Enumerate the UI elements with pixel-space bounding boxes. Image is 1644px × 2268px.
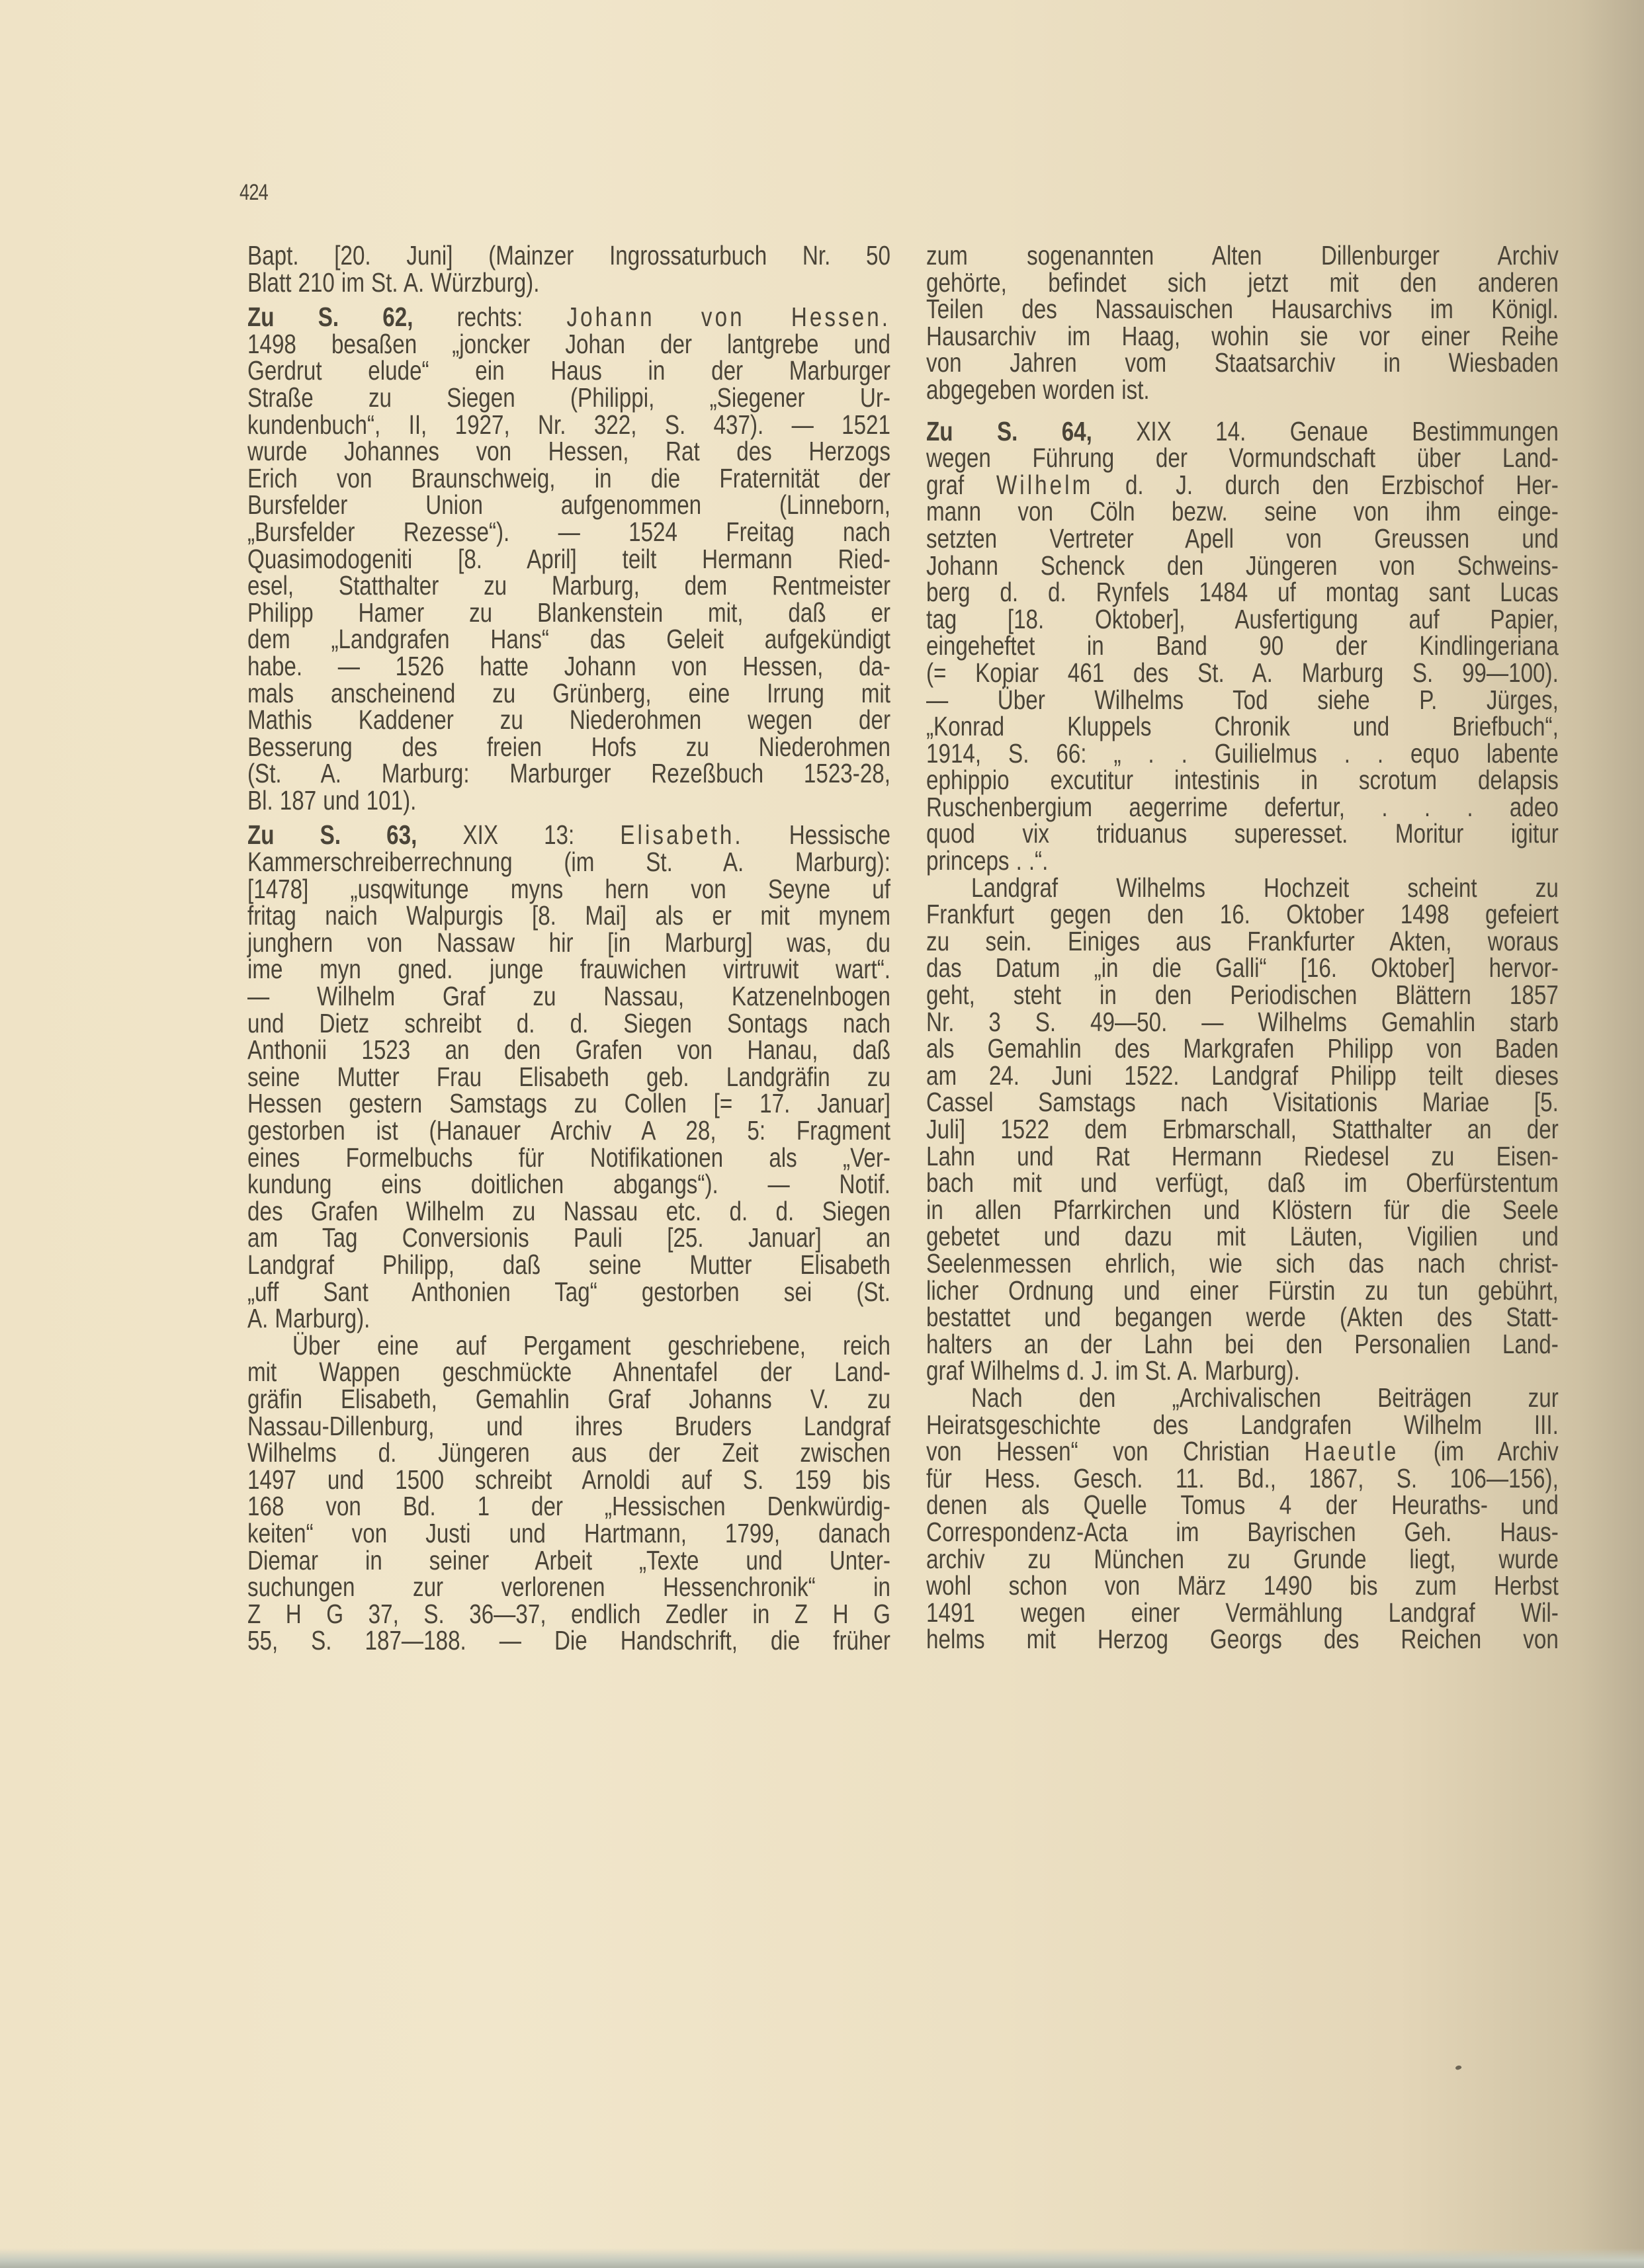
text-line: Bl. 187 und 101). [247,784,417,816]
text-line: Erich von Braunschweig, in die Fraternität der [247,462,890,493]
text-line: quod vix triduanus superesset. Moritur igitur [926,818,1559,849]
text-line: Besserung des freien Hofs zu Niederohmen [247,731,890,762]
person-name: Elisabeth. [620,819,744,851]
text-line: Landgraf Wilhelms Hochzeit scheint zu [971,872,1559,903]
text-line: Juli] 1522 dem Erbmarschall, Statthalter an der [926,1114,1559,1144]
text-line: wegen Führung der Vormundschaft über Land- [926,442,1559,474]
text-line: eines Formelbuchs für Notifikationen als „Ver- [247,1142,890,1173]
text-line: Cassel Samstags nach Visitationis Mariae [5. [926,1087,1559,1118]
text-line: seine Mutter Frau Elisabeth geb. Landgräfin zu [247,1061,890,1092]
text-line: archiv zu München zu Grunde liegt, wurde [926,1543,1559,1574]
text-line: eingeheftet in Band 90 der Kindlingeriana [926,630,1559,661]
text-line: kundenbuch“, II, 1927, Nr. 322, S. 437). — 1521 [247,409,890,440]
text-line: Nach den „Archivalischen Beiträgen zur [971,1382,1559,1413]
text-line: 1497 und 1500 schreibt Arnoldi auf S. 159 bis [247,1464,890,1495]
text-line: gehörte, befindet sich jetzt mit den anderen [926,267,1559,298]
text-line: Philipp Hamer zu Blankenstein mit, daß er [247,597,890,628]
ink-speck [1455,2064,1462,2070]
text-line: graf Wilhelm d. J. durch den Erzbischof Her- [926,469,1559,500]
text-line: Hessen gestern Samstags zu Collen [= 17. Januar] [247,1088,890,1119]
text-line: mit Wappen geschmückte Ahnentafel der Land- [247,1357,890,1388]
text-line: Hausarchiv im Haag, wohin sie vor einer Reihe [926,320,1559,351]
text-line: fritag naich Walpurgis [8. Mai] als er mit mynem [247,900,890,931]
text-line: mals anscheinend zu Grünberg, eine Irrung mit [247,677,890,708]
text-line: gestorben ist (Hanauer Archiv A 28, 5: Fragment [247,1115,890,1146]
text-line: (St. A. Marburg: Marburger Rezeßbuch 1523-28, [247,758,890,789]
text-line: Heiratsgeschichte des Landgrafen Wilhelm III. [926,1409,1559,1440]
text-line: habe. — 1526 hatte Johann von Hessen, da- [247,650,890,681]
text-line: helms mit Herzog Georgs des Reichen von [926,1624,1559,1655]
text-line: Nassau-Dillenburg, und ihres Bruders Landgraf [247,1410,890,1441]
text-line: geht, steht in den Periodischen Blättern 1857 [926,980,1559,1011]
text-line: 168 von Bd. 1 der „Hessischen Denkwürdig- [247,1491,890,1522]
text-line: kundung eins doitlichen abgangs“). — Notif. [247,1169,890,1200]
text-line: 1491 wegen einer Vermählung Landgraf Wil- [926,1597,1559,1628]
text-line: „uff Sant Anthonien Tag“ gestorben sei (St. [247,1276,890,1307]
text-line: Bursfelder Union aufgenommen (Linneborn, [247,489,890,521]
person-name: Johann von Hessen. [566,302,890,333]
text-line: [1478] „usqwitunge myns hern von Seyne uf [247,873,890,904]
text-line: Kammerschreiberrechnung (im St. A. Marburg): [247,847,890,878]
text-line: — Über Wilhelms Tod siehe P. Jürges, [926,684,1559,715]
text-line: von Hessen“ von Christian Haeutle (im Archiv [926,1436,1559,1467]
text-line: in allen Pfarrkirchen und Klöstern für die Seele [926,1194,1559,1225]
text-line: Diemar in seiner Arbeit „Texte und Unter- [247,1544,890,1575]
text-line: Correspondenz-Acta im Bayrischen Geh. Haus- [926,1516,1559,1547]
text-line: wohl schon von März 1490 bis zum Herbst [926,1570,1559,1601]
text-line: 1914, S. 66: „ . . Guilielmus . . equo labente [926,737,1559,769]
text-line: Landgraf Philipp, daß seine Mutter Elisabeth [247,1249,890,1280]
text-line: Blatt 210 im St. A. Würzburg). [247,267,540,298]
text-line: A. Marburg). [247,1303,370,1334]
person-name: Wilhelm [996,469,1094,500]
text-line: und Dietz schreibt d. d. Siegen Sontags nach [247,1007,890,1038]
section-ref: Zu S. 62, [247,302,413,333]
section-heading-line: Zu S. 62, rechts: Johann von Hessen. [247,302,890,333]
text-line: am Tag Conversionis Pauli [25. Januar] an [247,1222,890,1253]
text-line: suchungen zur verlorenen Hessenchronik“ in [247,1572,890,1603]
text-line: 1498 besaßen „joncker Johan der lantgrebe und [247,328,890,359]
text-line: Straße zu Siegen (Philippi, „Siegener Ur- [247,382,890,413]
text-line: bach mit und verfügt, daß im Oberfürstentum [926,1167,1559,1198]
text-line: (= Kopiar 461 des St. A. Marburg S. 99—100). [926,657,1559,688]
text-line: Quasimodogeniti [8. April] teilt Hermann Ried- [247,543,890,574]
text-line: am 24. Juni 1522. Landgraf Philipp teilt dieses [926,1060,1559,1091]
text-line: Mathis Kaddener zu Niederohmen wegen der [247,704,890,735]
section-heading-line: Zu S. 63, XIX 13: Elisabeth. Hessische [247,819,891,851]
text-line: graf Wilhelms d. J. im St. A. Marburg). [926,1355,1300,1386]
text-line: zu sein. Einiges aus Frankfurter Akten, woraus [926,925,1559,956]
text-line: esel, Statthalter zu Marburg, dem Rentmeister [247,570,890,601]
section-ref: Zu S. 64, [926,415,1092,446]
section-heading-line: Zu S. 64, XIX 14. Genaue Bestimmungen [926,415,1559,446]
text-line: keiten“ von Justi und Hartmann, 1799, danach [247,1517,890,1548]
section-ref: Zu S. 63, [247,819,417,851]
text-line: junghern von Nassaw hir [in Marburg] was, du [247,927,890,958]
text-line: Frankfurt gegen den 16. Oktober 1498 gefeiert [926,899,1559,930]
text-line: Lahn und Rat Hermann Riedesel zu Eisen- [926,1140,1559,1171]
text-line: als Gemahlin des Markgrafen Philipp von Baden [926,1033,1559,1064]
text-line: Seelenmessen ehrlich, wie sich das nach christ- [926,1247,1559,1279]
scan-bottom-edge [0,2248,1644,2268]
text-line: gebetet und dazu mit Läuten, Vigilien und [926,1221,1559,1252]
text-line: gräfin Elisabeth, Gemahlin Graf Johanns V. zu [247,1383,890,1414]
text-line: berg d. d. Rynfels 1484 uf montag sant Lucas [926,577,1559,608]
left-column [247,242,890,1654]
text-line: bestattet und begangen werde (Akten des Statt- [926,1302,1559,1333]
text-line: Anthonii 1523 an den Grafen von Hanau, daß [247,1034,890,1066]
text-line: wurde Johannes von Hessen, Rat des Herzogs [247,436,890,467]
text-line: Z H G 37, S. 36—37, endlich Zedler in Z H G [247,1598,890,1629]
text-line: Gerdrut elude“ ein Haus in der Marburger [247,355,890,386]
text-line: ime myn gned. junge frauwichen virtruwit wart“. [247,954,890,985]
text-line: Ruschenbergium aegerrime defertur, . . . adeo [926,791,1559,822]
text-line: Über eine auf Pergament geschriebene, reich [292,1329,890,1361]
text-line: princeps . .“. [926,845,1049,876]
text-line: das Datum „in die Galli“ [16. Oktober] hervor- [926,952,1559,984]
text-line: Nr. 3 S. 49—50. — Wilhelms Gemahlin starb [926,1006,1559,1037]
text-line: Bapt. [20. Juni] (Mainzer Ingrossaturbuch Nr. 50 [247,240,890,271]
text-line: abgegeben worden ist. [926,374,1150,405]
text-line: Wilhelms d. Jüngeren aus der Zeit zwischen [247,1437,890,1468]
right-column [926,242,1559,1653]
text-line: dem „Landgrafen Hans“ das Geleit aufgekündigt [247,624,890,655]
text-line: tag [18. Oktober], Ausfertigung auf Papier, [926,603,1559,634]
text-line: Johann Schenck den Jüngeren von Schweins- [926,550,1559,581]
text-line: licher Ordnung und einer Fürstin zu tun gebührt, [926,1275,1559,1306]
text-line: für Hess. Gesch. 11. Bd., 1867, S. 106—156), [926,1462,1559,1493]
text-line: „Bursfelder Rezesse“). — 1524 Freitag nach [247,516,890,547]
text-line: „Konrad Kluppels Chronik und Briefbuch“, [926,711,1559,742]
person-name: Haeutle [1304,1436,1399,1467]
text-line: des Grafen Wilhelm zu Nassau etc. d. d. Siegen [247,1195,890,1226]
text-line: von Jahren vom Staatsarchiv in Wiesbaden [926,347,1559,378]
page-number: 424 [239,180,268,205]
text-line: setzten Vertreter Apell von Greussen und [926,523,1559,554]
text-line: denen als Quelle Tomus 4 der Heuraths- und [926,1490,1559,1521]
text-line: — Wilhelm Graf zu Nassau, Katzenelnbogen [247,981,890,1012]
text-line: zum sogenannten Alten Dillenburger Archiv [926,240,1559,271]
text-line: mann von Cöln bezw. seine von ihm einge- [926,496,1559,527]
text-line: ephippio excutitur intestinis in scrotum delapsis [926,765,1559,796]
text-line: 55, S. 187—188. — Die Handschrift, die früher [247,1625,890,1656]
text-line: halters an der Lahn bei den Personalien Land- [926,1328,1559,1359]
text-line: Teilen des Nassauischen Hausarchivs im Königl. [926,294,1559,325]
